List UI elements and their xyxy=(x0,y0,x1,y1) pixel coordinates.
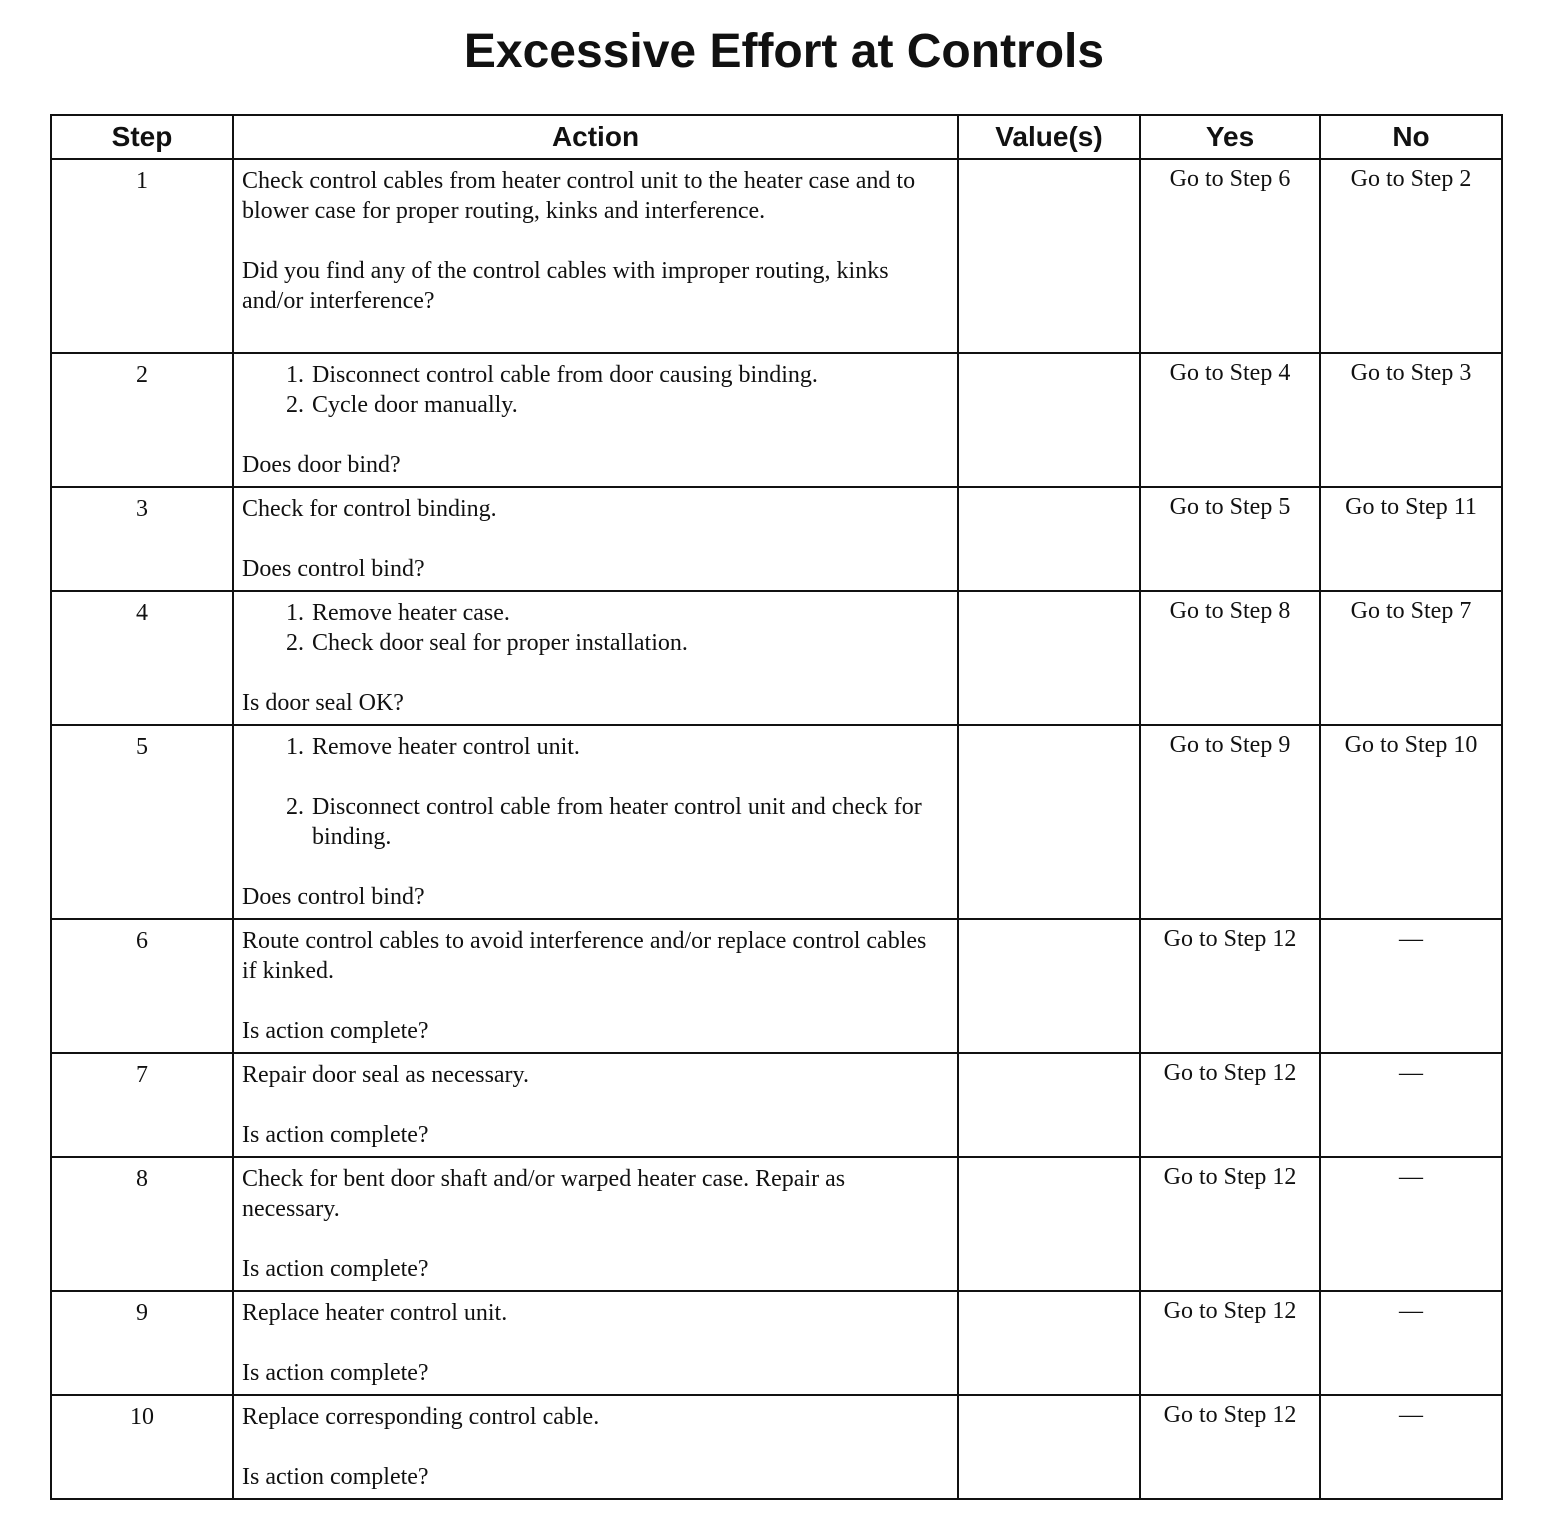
action-question: Is action complete? xyxy=(242,1122,429,1148)
header-row xyxy=(51,115,1502,159)
value-cell xyxy=(958,353,1140,487)
action-steps-list xyxy=(242,732,939,852)
action-cell xyxy=(233,353,958,487)
action-question: Does control bind? xyxy=(242,884,425,910)
table-row xyxy=(51,919,1502,1053)
yes-cell: Go to Step 9 xyxy=(1140,725,1320,919)
action-cell xyxy=(233,1291,958,1395)
step-number: 8 xyxy=(51,1157,233,1291)
action-cell xyxy=(233,487,958,591)
action-step-item: 2. Check door seal for proper installation. xyxy=(310,628,939,658)
action-cell xyxy=(233,919,958,1053)
table-row xyxy=(51,353,1502,487)
header-yes: Yes xyxy=(1140,115,1320,159)
action-question: Did you find any of the control cables with improper routing, kinks and/or interference? xyxy=(242,258,889,314)
yes-cell: Go to Step 6 xyxy=(1140,159,1320,353)
value-cell xyxy=(958,1053,1140,1157)
action-question: Is action complete? xyxy=(242,1360,429,1386)
action-text: Replace corresponding control cable. xyxy=(242,1404,600,1430)
table-row xyxy=(51,1053,1502,1157)
action-cell xyxy=(233,591,958,725)
no-cell: Go to Step 10 xyxy=(1320,725,1502,919)
step-number: 10 xyxy=(51,1395,233,1499)
yes-cell: Go to Step 12 xyxy=(1140,1395,1320,1499)
yes-cell: Go to Step 12 xyxy=(1140,1053,1320,1157)
yes-cell: Go to Step 4 xyxy=(1140,353,1320,487)
action-question: Is action complete? xyxy=(242,1018,429,1044)
table-row xyxy=(51,725,1502,919)
value-cell xyxy=(958,591,1140,725)
step-number: 7 xyxy=(51,1053,233,1157)
value-cell xyxy=(958,1395,1140,1499)
header-values: Value(s) xyxy=(958,115,1140,159)
action-steps-list xyxy=(242,360,939,420)
header-no: No xyxy=(1320,115,1502,159)
table-row xyxy=(51,1395,1502,1499)
yes-cell: Go to Step 12 xyxy=(1140,919,1320,1053)
header-action: Action xyxy=(233,115,958,159)
page-title: Excessive Effort at Controls xyxy=(463,25,1105,78)
value-cell xyxy=(958,487,1140,591)
action-question: Does door bind? xyxy=(242,452,401,478)
action-question: Is action complete? xyxy=(242,1256,429,1282)
no-cell: Go to Step 7 xyxy=(1320,591,1502,725)
value-cell xyxy=(958,159,1140,353)
step-number: 9 xyxy=(51,1291,233,1395)
action-steps-list xyxy=(242,598,939,658)
yes-cell: Go to Step 5 xyxy=(1140,487,1320,591)
action-text: Replace heater control unit. xyxy=(242,1300,508,1326)
action-cell xyxy=(233,1157,958,1291)
action-text: Check for control binding. xyxy=(242,496,497,522)
value-cell xyxy=(958,1157,1140,1291)
no-cell: Go to Step 2 xyxy=(1320,159,1502,353)
table-row xyxy=(51,1157,1502,1291)
action-question: Is action complete? xyxy=(242,1464,429,1490)
table-row xyxy=(51,487,1502,591)
action-cell xyxy=(233,1395,958,1499)
no-cell: — xyxy=(1320,1157,1502,1291)
step-number: 4 xyxy=(51,591,233,725)
value-cell xyxy=(958,919,1140,1053)
action-text: Check control cables from heater control unit to the heater case and to blower case for proper routing, kinks and interference. xyxy=(242,168,916,224)
table-row xyxy=(51,159,1502,353)
no-cell: Go to Step 11 xyxy=(1320,487,1502,591)
action-cell xyxy=(233,1053,958,1157)
step-number: 1 xyxy=(51,159,233,353)
step-number: 6 xyxy=(51,919,233,1053)
value-cell xyxy=(958,725,1140,919)
action-step-item: 2. Cycle door manually. xyxy=(310,390,939,420)
action-step-item: 1. Disconnect control cable from door causing binding. xyxy=(310,360,939,390)
action-text: Repair door seal as necessary. xyxy=(242,1062,529,1088)
yes-cell: Go to Step 8 xyxy=(1140,591,1320,725)
action-question: Is door seal OK? xyxy=(242,690,404,716)
table-row xyxy=(51,591,1502,725)
no-cell: — xyxy=(1320,919,1502,1053)
table-row xyxy=(51,1291,1502,1395)
yes-cell: Go to Step 12 xyxy=(1140,1157,1320,1291)
no-cell: — xyxy=(1320,1291,1502,1395)
action-text: Check for bent door shaft and/or warped heater case. Repair as necessary. xyxy=(242,1166,846,1222)
no-cell: Go to Step 3 xyxy=(1320,353,1502,487)
action-text: Route control cables to avoid interference and/or replace control cables if kinked. xyxy=(242,928,927,984)
action-step-item: 1. Remove heater case. xyxy=(310,598,939,628)
header-step: Step xyxy=(51,115,233,159)
action-question: Does control bind? xyxy=(242,556,425,582)
action-cell xyxy=(233,725,958,919)
no-cell: — xyxy=(1320,1395,1502,1499)
yes-cell: Go to Step 12 xyxy=(1140,1291,1320,1395)
action-cell xyxy=(233,159,958,353)
action-step-item: 1. Remove heater control unit. xyxy=(310,732,939,762)
no-cell: — xyxy=(1320,1053,1502,1157)
value-cell xyxy=(958,1291,1140,1395)
step-number: 5 xyxy=(51,725,233,919)
action-step-item: 2. Disconnect control cable from heater control unit and check for binding. xyxy=(310,792,939,852)
step-number: 3 xyxy=(51,487,233,591)
diagnostic-table xyxy=(50,114,1503,1500)
step-number: 2 xyxy=(51,353,233,487)
